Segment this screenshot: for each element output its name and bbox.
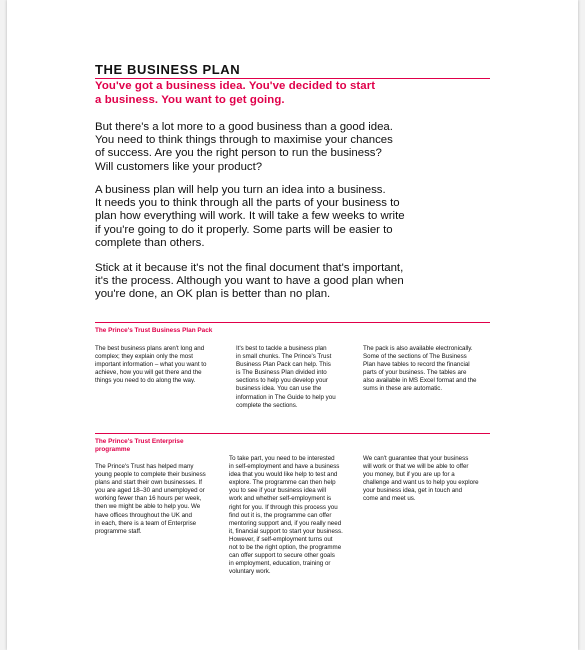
column-line: plans and start their own businesses. If — [95, 479, 202, 487]
column-line: The Prince's Trust has helped many — [95, 463, 194, 470]
title-divider — [95, 78, 490, 79]
column-line: it, financial support to start your business. — [229, 527, 343, 535]
section-divider — [95, 433, 490, 434]
column-line: achieve, how you will get there and the — [95, 369, 202, 377]
column-line: in small chunks. The Prince's Trust — [236, 353, 332, 361]
column-line: also available in MS Excel format and the — [363, 377, 477, 385]
column-line: The pack is also available electronically. — [363, 345, 473, 352]
lead-text — [95, 80, 495, 107]
column-line: in each, there is a team of Enterprise — [95, 519, 197, 527]
section-title-line: programme — [95, 446, 131, 453]
paragraph-line: you're done, an OK plan is better than no plan. — [95, 288, 331, 301]
paragraph-line: of success. Are you the right person to run the business? — [95, 147, 382, 160]
column-line: then we might be able to help you. We — [95, 503, 201, 511]
column-line: is The Business Plan divided into — [236, 369, 327, 377]
column-line: in employment, education, training or — [229, 560, 331, 568]
column-line: working fewer than 16 hours per week, — [95, 495, 202, 503]
column-line: you to see if your business idea will — [229, 487, 326, 495]
paragraph-line: it's the process. Although you want to have a good plan when — [95, 275, 404, 288]
section-divider — [95, 322, 490, 323]
section-title-line: The Prince's Trust Business Plan Pack — [95, 327, 213, 334]
column-line: complex; they explain only the most — [95, 353, 194, 361]
paragraph-line: if you're going to do it properly. Some parts will be easier to — [95, 223, 393, 236]
paragraph-line: plan how everything will work. It will take a few weeks to write — [95, 210, 405, 223]
column-line: business idea. You can use the — [236, 385, 322, 393]
column-line: sums in these are automatic. — [363, 385, 443, 393]
section-title — [95, 327, 212, 335]
column-line: come and meet us. — [363, 495, 416, 503]
paragraph-line: You need to think things through to maximise your chances — [95, 134, 393, 147]
column-line: It's best to tackle a business plan — [236, 345, 327, 352]
paragraph-line: But there's a lot more to a good business than a good idea. — [95, 121, 393, 133]
process-paragraph — [95, 262, 495, 302]
column-line: sections to help you develop your — [236, 377, 328, 385]
column-line: will work or that we will be able to offer — [363, 463, 469, 471]
intro-paragraph — [95, 121, 495, 174]
section-column — [363, 345, 477, 394]
column-line: explore. The programme can then help — [229, 479, 336, 487]
column-line: find out it is, the programme can offer — [229, 511, 332, 519]
column-line: important information – what you want to — [95, 361, 207, 369]
document-page — [7, 0, 578, 650]
column-line: have offices throughout the UK and — [95, 511, 192, 519]
section-column — [95, 345, 206, 385]
section-title-line: The Prince's Trust Enterprise — [95, 438, 184, 445]
plan-paragraph — [95, 184, 495, 250]
paragraph-line: Will customers like your product? — [95, 160, 263, 173]
column-line: right for you. If through this process you — [229, 503, 338, 511]
column-line: you money, but if you are up for a — [363, 471, 455, 479]
page-title: THE BUSINESS PLAN — [95, 62, 241, 77]
column-line: voluntary work. — [229, 568, 271, 576]
column-line: To take part, you need to be interested — [229, 455, 335, 462]
column-line: can offer support to secure other goals — [229, 552, 335, 560]
section-column — [229, 455, 343, 576]
column-line: Business Plan Pack can help. This — [236, 361, 331, 369]
column-line: work and whether self-employment is — [229, 495, 332, 503]
column-line: information in The Guide to help you — [236, 393, 336, 401]
column-line: complete the sections. — [236, 401, 298, 409]
column-line: things you need to do along the way. — [95, 377, 196, 385]
lead-line: You've got a business idea. You've decided to start — [95, 80, 376, 92]
column-line: programme staff. — [95, 527, 142, 535]
section-title — [95, 438, 184, 454]
paragraph-line: It needs you to think through all the parts of your business to — [95, 197, 400, 210]
column-line: Plan have tables to record the financial — [363, 361, 470, 369]
column-line: you are aged 18–30 and unemployed or — [95, 487, 205, 495]
paragraph-line: complete than others. — [95, 236, 205, 249]
paragraph-line: A business plan will help you turn an idea into a business. — [95, 184, 386, 196]
column-line: idea that you would like help to test and — [229, 471, 338, 479]
lead-line: a business. You want to get going. — [95, 93, 285, 106]
column-line: in self-employment and have a business — [229, 463, 340, 471]
section-column — [236, 345, 336, 410]
column-line: We can't guarantee that your business — [363, 455, 469, 462]
column-line: However, if self-employment turns out — [229, 535, 333, 543]
column-line: young people to complete their business — [95, 471, 206, 479]
column-line: challenge and want us to help you explore — [363, 479, 479, 487]
column-line: Some of the sections of The Business — [363, 353, 467, 361]
column-line: not to be the right option, the programme — [229, 544, 342, 552]
paragraph-line: Stick at it because it's not the final document that's important, — [95, 262, 404, 274]
section-column — [363, 455, 479, 504]
section-column — [95, 463, 206, 536]
column-line: parts of your business. The tables are — [363, 369, 467, 377]
column-line: your business idea, get in touch and — [363, 487, 463, 495]
column-line: The best business plans aren't long and — [95, 345, 205, 352]
column-line: mentoring support and, if you really need — [229, 519, 342, 527]
